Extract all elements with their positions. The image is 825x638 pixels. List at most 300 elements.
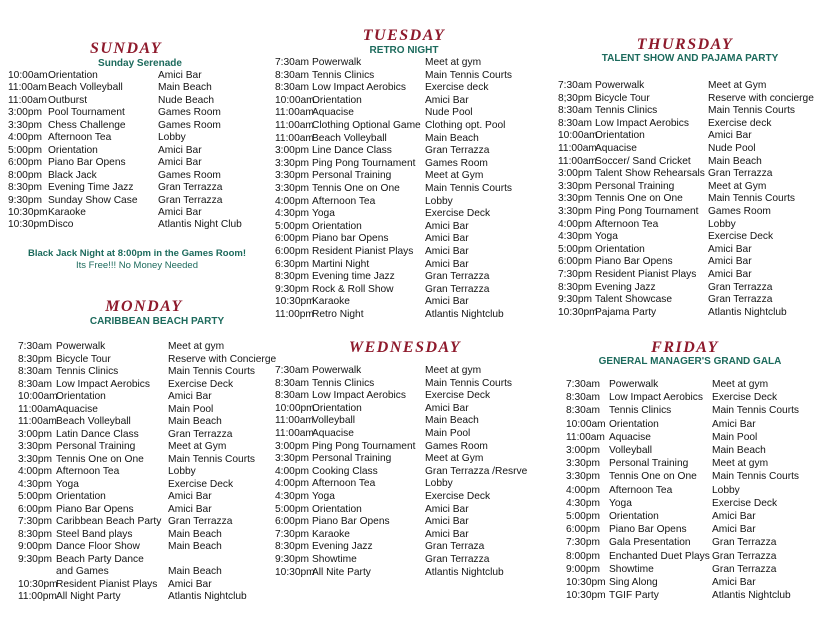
- row-time: 8:30pm: [275, 541, 309, 553]
- row-time: 5:00pm: [566, 511, 600, 522]
- row-event: Tennis One on One: [609, 471, 697, 483]
- row-location: Main Tennis Courts: [708, 193, 796, 205]
- row-event: All Night Party: [56, 591, 121, 602]
- row-time: 7:30pm: [18, 516, 52, 527]
- row-location: Clothing opt. Pool: [425, 120, 506, 131]
- row-location: Exercise Deck: [708, 231, 774, 243]
- row-time: 8:30pm: [18, 528, 52, 540]
- row-event: Yoga: [595, 231, 618, 243]
- row-location: Gran Terrazza: [708, 294, 773, 306]
- row-location: Gran Terrazza: [425, 145, 490, 157]
- row-event: Line Dance Class: [312, 145, 392, 157]
- row-location: Games Room: [158, 169, 221, 181]
- row-event: Gala Presentation: [609, 537, 691, 549]
- row-time: 6:30pm: [275, 258, 309, 270]
- row-location: Reserve with concierge: [708, 92, 814, 104]
- row-location: Main Tennis Courts: [425, 183, 513, 194]
- row-event: Orientation: [595, 243, 645, 255]
- row-event: Powerwalk: [609, 379, 659, 390]
- row-time: 8:30am: [558, 117, 592, 129]
- row-location: Main Beach: [425, 415, 479, 427]
- row-event: Tennis One on One: [56, 453, 144, 465]
- row-event: Orientation: [312, 402, 362, 414]
- row-event: TGIF Party: [609, 590, 659, 602]
- row-time: 7:30am: [558, 80, 592, 91]
- row-event: Outburst: [48, 94, 88, 106]
- row-location: Exercise Deck: [168, 378, 234, 390]
- row-location: Gran Terrazza: [425, 271, 490, 283]
- row-time: 11:00am: [558, 155, 597, 167]
- row-time: 11:00am: [275, 428, 314, 439]
- row-location: Amici Bar: [168, 503, 212, 515]
- row-location: Amici Bar: [168, 391, 212, 402]
- row-event: Ping Pong Tournament: [595, 206, 699, 217]
- row-time: 11:00am: [275, 107, 314, 119]
- row-event: Orientation: [56, 391, 106, 402]
- row-location: Amici Bar: [168, 491, 212, 502]
- row-location: Meet at Gym: [168, 441, 227, 452]
- row-time: 10:00am: [566, 418, 606, 430]
- row-location: Lobby: [425, 478, 453, 490]
- row-location: Amici Bar: [425, 516, 469, 528]
- row-time: 8:30pm: [558, 281, 592, 293]
- row-time: 10:30pm: [566, 590, 606, 602]
- row-event: Orientation: [312, 220, 362, 232]
- row-event: Karaoke: [312, 296, 350, 308]
- row-event: Orientation: [48, 70, 98, 81]
- row-location: Lobby: [712, 484, 740, 496]
- row-location: Gran Terrazza: [168, 516, 233, 527]
- row-location: Exercise Deck: [425, 390, 491, 402]
- row-time: 10:30pm: [558, 306, 598, 318]
- row-event: Showtime: [312, 554, 357, 565]
- row-location: Exercise Deck: [712, 392, 778, 404]
- row-location: Exercise deck: [425, 82, 489, 94]
- row-event: Powerwalk: [595, 80, 645, 91]
- row-event: Clothing Optional Game: [312, 120, 421, 131]
- row-location: Amici Bar: [168, 578, 212, 590]
- row-time: 11:00am: [8, 82, 47, 94]
- row-event: Volleyball: [312, 415, 356, 427]
- row-event: Tennis Clinics: [609, 405, 672, 417]
- row-time: 3:30pm: [558, 193, 592, 205]
- row-time: 9:30pm: [275, 554, 309, 565]
- row-time: 9:00pm: [566, 563, 600, 575]
- row-event: Afternoon Tea: [312, 478, 376, 490]
- row-time: 3:30pm: [275, 170, 309, 182]
- row-time: 8:00pm: [566, 550, 600, 562]
- row-location: Amici Bar: [158, 144, 202, 156]
- row-event: All Nite Party: [312, 566, 371, 578]
- row-location: Gran Terraza: [425, 541, 485, 553]
- row-time: 10:00am: [558, 130, 598, 142]
- row-event: Orientation: [312, 94, 362, 106]
- row-event: Martini Night: [312, 258, 370, 270]
- row-location: Nude Beach: [158, 94, 215, 106]
- row-location: Amici Bar: [712, 511, 756, 522]
- row-event: Piano bar Opens: [312, 233, 389, 245]
- row-event: Powerwalk: [312, 365, 362, 376]
- row-time: 4:00pm: [275, 195, 309, 207]
- row-location: Main Beach: [708, 155, 762, 167]
- row-location: Amici Bar: [425, 246, 469, 257]
- row-location: Meet at Gym: [708, 180, 767, 192]
- row-time: 4:30pm: [566, 497, 600, 509]
- row-time: 7:30pm: [566, 537, 600, 549]
- row-event: Evening Jazz: [312, 541, 373, 553]
- row-location: Amici Bar: [708, 130, 752, 142]
- row-event: Afternoon Tea: [48, 132, 112, 144]
- row-time: 3:30pm: [275, 183, 309, 194]
- row-location: Amici Bar: [712, 577, 756, 588]
- row-location: Atlantis Nightclub: [425, 566, 504, 578]
- thursday-subtitle: TALENT SHOW AND PAJAMA PARTY: [601, 53, 779, 64]
- sunday-note-line1: Black Jack Night at 8:00pm in the Games Room!: [27, 248, 247, 259]
- row-event: Afternoon Tea: [609, 484, 673, 496]
- row-location: Meet at Gym: [708, 80, 767, 91]
- row-time: 10:30pm: [566, 577, 606, 588]
- row-time: 5:00pm: [275, 220, 309, 232]
- row-time: 11:00am: [18, 403, 57, 415]
- tuesday-subtitle: RETRO NIGHT: [369, 45, 439, 56]
- row-time: 6:00pm: [558, 256, 592, 268]
- row-event: Beach Party Dance: [56, 553, 144, 565]
- row-event: Low Impact Aerobics: [56, 378, 150, 390]
- row-event: Evening Time Jazz: [48, 182, 134, 194]
- row-location: Main Beach: [425, 132, 479, 144]
- row-event: Tennis Clinics: [312, 69, 375, 81]
- sunday-note-line2: Its Free!!! No Money Needed: [76, 260, 198, 271]
- row-location: Atlantis Nightclub: [425, 309, 504, 320]
- row-event: Orientation: [312, 503, 362, 515]
- row-event: Personal Training: [312, 453, 392, 465]
- row-time: 3:00pm: [275, 440, 309, 452]
- row-event: Yoga: [609, 497, 632, 509]
- row-time: 11:00am: [275, 132, 314, 144]
- row-event: Powerwalk: [56, 341, 106, 352]
- row-location: Atlantis Night Club: [158, 219, 242, 231]
- row-time: 3:30pm: [566, 458, 600, 470]
- row-event: Aquacise: [609, 431, 651, 443]
- monday-title: MONDAY: [105, 298, 183, 315]
- row-time: 6:00pm: [8, 157, 42, 169]
- row-time: 3:30pm: [275, 157, 309, 169]
- row-location: Gran Terrazza: [712, 550, 777, 562]
- row-time: 7:30am: [18, 341, 52, 352]
- row-time: 5:00pm: [275, 503, 309, 515]
- row-event: Orientation: [609, 418, 659, 430]
- row-event: Resident Pianist Plays: [595, 269, 697, 280]
- row-location: Exercise deck: [708, 117, 772, 129]
- row-event: Aquacise: [595, 143, 637, 154]
- row-location: Main Pool: [168, 403, 214, 415]
- row-event: Sunday Show Case: [48, 194, 138, 206]
- sunday-title: SUNDAY: [89, 40, 163, 57]
- row-location: Amici Bar: [158, 206, 202, 218]
- row-time: 8:30am: [18, 378, 52, 390]
- row-time: 8:30am: [275, 390, 309, 402]
- row-event: Resident Pianist Plays: [312, 246, 414, 257]
- row-event: Piano Bar Opens: [48, 157, 126, 169]
- row-time: 3:00pm: [8, 107, 42, 119]
- row-time: 5:00pm: [8, 144, 42, 156]
- row-event: Yoga: [312, 491, 335, 502]
- row-location: Amici Bar: [158, 70, 202, 81]
- row-location: Amici Bar: [425, 220, 469, 232]
- row-location: Meet at Gym: [425, 453, 484, 465]
- row-event: Caribbean Beach Party: [56, 516, 162, 527]
- row-time: 6:00pm: [275, 516, 309, 528]
- row-time: 10:00pm: [275, 402, 315, 414]
- row-event: Afternoon Tea: [595, 218, 659, 230]
- row-location: Amici Bar: [712, 418, 756, 430]
- row-location: Gran Terrazza: [712, 537, 777, 549]
- row-event: Latin Dance Class: [56, 428, 139, 440]
- row-location: Main Pool: [712, 431, 758, 443]
- row-location: Meet at Gym: [425, 170, 484, 182]
- row-location: Lobby: [708, 218, 736, 230]
- row-time: 4:30pm: [275, 208, 309, 220]
- row-time: 4:30pm: [18, 478, 52, 490]
- row-time: 9:30pm: [275, 283, 309, 295]
- row-event: Volleyball: [609, 445, 653, 456]
- row-event: Low Impact Aerobics: [312, 390, 406, 402]
- row-event: Ping Pong Tournament: [312, 440, 416, 452]
- row-location: Gran Terrazza: [158, 194, 223, 206]
- row-event: Yoga: [56, 478, 79, 490]
- row-location: Games Room: [425, 440, 488, 452]
- row-location: Amici Bar: [425, 528, 469, 540]
- row-time: 3:30pm: [18, 441, 52, 452]
- row-event: Pool Tournament: [48, 107, 125, 119]
- row-location: Nude Pool: [708, 143, 756, 154]
- row-event: Tennis One on One: [312, 183, 400, 194]
- row-location: Exercise Deck: [712, 497, 778, 509]
- row-event: Orientation: [56, 491, 106, 502]
- row-event: Low Impact Aerobics: [312, 82, 406, 94]
- row-location: Games Room: [158, 107, 221, 119]
- row-location: Reserve with Concierge: [168, 353, 277, 365]
- row-time: 4:30pm: [275, 491, 309, 502]
- row-location: Amici Bar: [708, 243, 752, 255]
- row-time: 11:00pm: [275, 309, 314, 320]
- row-location: Amici Bar: [158, 157, 202, 169]
- row-time: 3:00pm: [275, 145, 309, 157]
- row-time: 3:00pm: [566, 445, 600, 456]
- row-location: Amici Bar: [425, 296, 469, 308]
- row-time: 11:00am: [18, 416, 57, 427]
- row-time: 11:00am: [275, 415, 314, 427]
- row-location: Amici Bar: [708, 269, 752, 280]
- row-event: Beach Volleyball: [48, 82, 123, 94]
- row-time: 8:30am: [558, 105, 592, 117]
- row-location: Atlantis Nightclub: [712, 590, 791, 602]
- row-event: Piano Bar Opens: [609, 524, 687, 536]
- row-location: Main Beach: [168, 528, 222, 540]
- row-time: 11:00pm: [18, 591, 57, 602]
- row-location: Main Beach: [712, 445, 766, 456]
- row-location: Meet at gym: [168, 341, 225, 352]
- row-time: 10:30pm: [275, 566, 315, 578]
- row-location: Meet at gym: [712, 379, 769, 390]
- row-time: 4:00pm: [18, 466, 52, 477]
- row-event: Piano Bar Opens: [595, 256, 673, 268]
- row-event: Rock & Roll Show: [312, 283, 394, 295]
- tuesday-title: TUESDAY: [362, 27, 446, 44]
- row-time: 8:30am: [275, 377, 309, 389]
- row-event: Chess Challenge: [48, 119, 126, 131]
- row-time: 9:30pm: [8, 194, 42, 206]
- row-time: 11:00am: [558, 143, 597, 154]
- row-time: 4:00pm: [8, 132, 42, 144]
- row-location: Main Tennis Courts: [168, 366, 256, 377]
- row-event: and Games: [56, 566, 109, 577]
- row-time: 7:30pm: [558, 269, 592, 280]
- row-time: 8:00pm: [8, 169, 42, 181]
- row-time: 6:00pm: [275, 233, 309, 245]
- row-location: Amici Bar: [708, 256, 752, 268]
- row-event: Sing Along: [609, 577, 658, 588]
- row-event: Orientation: [609, 511, 659, 522]
- row-location: Lobby: [425, 195, 453, 207]
- row-location: Main Pool: [425, 428, 471, 439]
- row-event: Personal Training: [609, 458, 689, 470]
- row-time: 3:30pm: [558, 180, 592, 192]
- row-location: Atlantis Nightclub: [168, 591, 247, 602]
- row-time: 11:00am: [275, 120, 314, 131]
- row-location: Amici Bar: [425, 233, 469, 245]
- sunday-subtitle: Sunday Serenade: [98, 58, 182, 69]
- row-time: 6:00pm: [275, 246, 309, 257]
- row-time: 8:30am: [566, 405, 600, 417]
- row-location: Main Tennis Courts: [168, 453, 256, 465]
- row-time: 10:30pm: [18, 578, 58, 590]
- row-location: Main Tennis Courts: [712, 405, 800, 417]
- row-event: Personal Training: [312, 170, 392, 182]
- row-event: Evening time Jazz: [312, 271, 395, 283]
- row-location: Meet at gym: [712, 458, 769, 470]
- row-event: Karaoke: [48, 206, 86, 218]
- row-location: Lobby: [168, 466, 196, 477]
- row-event: Orientation: [48, 144, 98, 156]
- row-location: Main Beach: [168, 566, 222, 577]
- row-event: Enchanted Duet Plays: [609, 550, 710, 562]
- row-location: Amici Bar: [425, 258, 469, 270]
- row-event: Black Jack: [48, 169, 97, 181]
- row-event: Resident Pianist Plays: [56, 578, 158, 590]
- row-event: Piano Bar Opens: [56, 503, 134, 515]
- row-location: Gran Terrazza: [425, 283, 490, 295]
- row-location: Meet at gym: [425, 365, 482, 376]
- row-time: 9:30pm: [558, 294, 592, 306]
- row-location: Main Tennis Courts: [712, 471, 800, 483]
- row-time: 4:00pm: [275, 478, 309, 490]
- row-location: Amici Bar: [425, 402, 469, 414]
- row-location: Amici Bar: [712, 524, 756, 536]
- row-location: Gran Terrazza: [708, 168, 773, 180]
- row-event: Dance Floor Show: [56, 541, 140, 552]
- row-time: 6:00pm: [18, 503, 52, 515]
- row-location: Main Beach: [168, 416, 222, 427]
- row-event: Talent Show Rehearsals: [595, 168, 705, 180]
- row-location: Amici Bar: [425, 503, 469, 515]
- wednesday-title: WEDNESDAY: [348, 339, 462, 356]
- row-time: 4:30pm: [558, 231, 592, 243]
- row-event: Afternoon Tea: [312, 195, 376, 207]
- row-time: 7:30pm: [275, 528, 309, 540]
- row-event: Powerwalk: [312, 57, 362, 68]
- row-event: Bicycle Tour: [595, 92, 650, 104]
- row-event: Retro Night: [312, 309, 364, 320]
- row-event: Talent Showcase: [595, 294, 673, 306]
- row-event: Beach Volleyball: [56, 416, 131, 427]
- row-time: 7:30am: [275, 57, 309, 68]
- row-event: Steel Band plays: [56, 528, 133, 540]
- row-event: Bicycle Tour: [56, 353, 111, 365]
- row-location: Gran Terrazza: [708, 281, 773, 293]
- row-event: Yoga: [312, 208, 335, 220]
- row-location: Games Room: [158, 119, 221, 131]
- row-event: Afternoon Tea: [56, 466, 120, 477]
- row-time: 4:00pm: [275, 465, 309, 477]
- row-time: 3:30pm: [558, 206, 592, 217]
- row-time: 7:30am: [275, 365, 309, 376]
- row-time: 3:30pm: [275, 453, 309, 465]
- row-time: 6:00pm: [566, 524, 600, 536]
- row-time: 8:30pm: [18, 353, 52, 365]
- friday-title: FRIDAY: [651, 339, 719, 356]
- row-location: Gran Terrazza /Resrve: [425, 465, 528, 477]
- row-event: Beach Volleyball: [312, 132, 387, 144]
- row-location: Atlantis Nightclub: [708, 306, 787, 318]
- row-time: 10:30pm: [8, 219, 48, 231]
- row-event: Cooking Class: [312, 465, 378, 477]
- row-time: 11:00am: [8, 94, 47, 106]
- row-location: Lobby: [158, 132, 186, 144]
- row-event: Orientation: [595, 130, 645, 142]
- row-time: 10:30pm: [275, 296, 315, 308]
- row-event: Evening Jazz: [595, 281, 656, 293]
- row-event: Karaoke: [312, 528, 350, 540]
- row-time: 7:30am: [566, 379, 600, 390]
- row-time: 5:00pm: [18, 491, 52, 502]
- row-time: 4:00pm: [566, 484, 600, 496]
- row-event: Soccer/ Sand Cricket: [595, 155, 691, 167]
- thursday-title: THURSDAY: [636, 36, 734, 53]
- row-time: 10:00am: [8, 70, 48, 81]
- row-time: 10:30pm: [8, 206, 48, 218]
- row-time: 8:30am: [18, 366, 52, 377]
- row-time: 3:00pm: [558, 168, 592, 180]
- row-time: 11:00am: [566, 431, 605, 443]
- row-event: Pajama Party: [595, 306, 657, 318]
- row-time: 9:30pm: [18, 553, 52, 565]
- row-location: Exercise Deck: [168, 478, 234, 490]
- row-event: Personal Training: [56, 441, 136, 452]
- row-location: Gran Terrazza: [425, 554, 490, 565]
- row-time: 8:30am: [566, 392, 600, 404]
- row-location: Nude Pool: [425, 107, 473, 119]
- row-time: 8:30am: [275, 69, 309, 81]
- row-time: 3:00pm: [18, 428, 52, 440]
- row-event: Piano Bar Opens: [312, 516, 390, 528]
- row-event: Tennis One on One: [595, 193, 683, 205]
- row-event: Ping Pong Tournament: [312, 157, 416, 169]
- row-location: Main Beach: [158, 82, 212, 94]
- row-time: 3:30pm: [566, 471, 600, 483]
- row-event: Tennis Clinics: [56, 366, 119, 377]
- row-time: 3:30pm: [18, 453, 52, 465]
